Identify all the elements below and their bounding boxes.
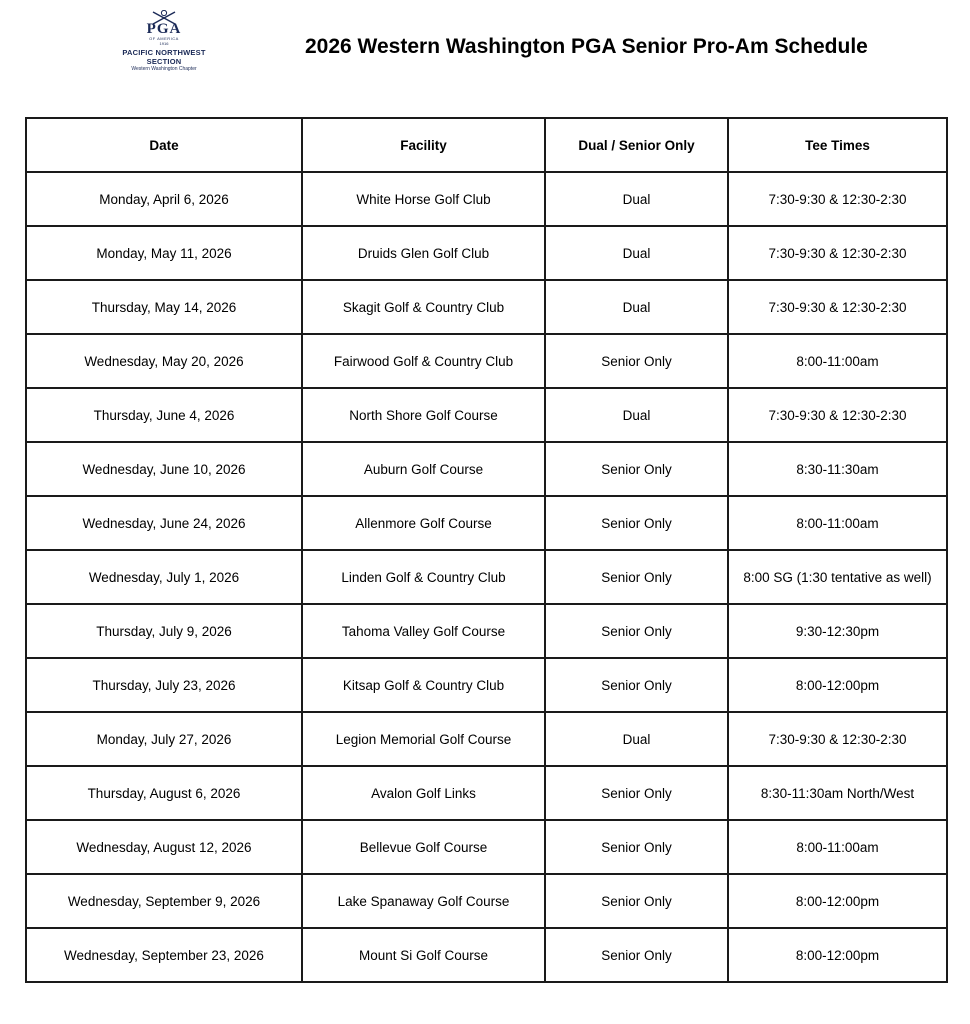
tee-times-cell: 8:00-11:00am <box>728 334 947 388</box>
table-row <box>26 712 947 766</box>
table-row <box>26 334 947 388</box>
type-cell: Senior Only <box>545 658 728 712</box>
tee-times-cell: 8:00-11:00am <box>728 820 947 874</box>
header-facility: Facility <box>302 118 545 172</box>
tee-times-cell: 8:30-11:30am <box>728 442 947 496</box>
pga-logo <box>112 10 216 86</box>
type-cell: Dual <box>545 172 728 226</box>
type-cell: Senior Only <box>545 442 728 496</box>
type-cell: Senior Only <box>545 820 728 874</box>
table-row <box>26 766 947 820</box>
date-cell: Thursday, August 6, 2026 <box>26 766 302 820</box>
date-cell: Monday, July 27, 2026 <box>26 712 302 766</box>
date-cell: Thursday, May 14, 2026 <box>26 280 302 334</box>
table-row <box>26 550 947 604</box>
logo-brand-sub: OF AMERICA <box>149 36 179 41</box>
tee-times-cell: 8:00 SG (1:30 tentative as well) <box>728 550 947 604</box>
facility-cell: Skagit Golf & Country Club <box>302 280 545 334</box>
facility-cell: Lake Spanaway Golf Course <box>302 874 545 928</box>
header-date: Date <box>26 118 302 172</box>
facility-cell: North Shore Golf Course <box>302 388 545 442</box>
type-cell: Senior Only <box>545 766 728 820</box>
date-cell: Wednesday, May 20, 2026 <box>26 334 302 388</box>
type-cell: Senior Only <box>545 550 728 604</box>
date-cell: Wednesday, June 24, 2026 <box>26 496 302 550</box>
tee-times-cell: 8:00-11:00am <box>728 496 947 550</box>
tee-times-cell: 7:30-9:30 & 12:30-2:30 <box>728 712 947 766</box>
date-cell: Monday, May 11, 2026 <box>26 226 302 280</box>
date-cell: Thursday, July 9, 2026 <box>26 604 302 658</box>
date-cell: Thursday, July 23, 2026 <box>26 658 302 712</box>
table-row <box>26 280 947 334</box>
date-cell: Thursday, June 4, 2026 <box>26 388 302 442</box>
logo-brand: PGA <box>146 21 182 37</box>
logo-section-line1: PACIFIC NORTHWEST <box>122 48 206 57</box>
tee-times-cell: 8:00-12:00pm <box>728 658 947 712</box>
tee-times-cell: 7:30-9:30 & 12:30-2:30 <box>728 226 947 280</box>
table-row <box>26 604 947 658</box>
tee-times-cell: 7:30-9:30 & 12:30-2:30 <box>728 388 947 442</box>
schedule-table <box>25 117 948 983</box>
date-cell: Wednesday, August 12, 2026 <box>26 820 302 874</box>
page-title: 2026 Western Washington PGA Senior Pro-Am Schedule <box>305 35 868 58</box>
table-row <box>26 226 947 280</box>
table-row <box>26 496 947 550</box>
date-cell: Monday, April 6, 2026 <box>26 172 302 226</box>
facility-cell: White Horse Golf Club <box>302 172 545 226</box>
type-cell: Senior Only <box>545 874 728 928</box>
date-cell: Wednesday, June 10, 2026 <box>26 442 302 496</box>
date-cell: Wednesday, July 1, 2026 <box>26 550 302 604</box>
table-row <box>26 820 947 874</box>
table-row <box>26 874 947 928</box>
type-cell: Senior Only <box>545 334 728 388</box>
facility-cell: Druids Glen Golf Club <box>302 226 545 280</box>
date-cell: Wednesday, September 23, 2026 <box>26 928 302 982</box>
logo-year: 1916 <box>159 41 169 46</box>
logo-section-line2: SECTION <box>146 57 182 66</box>
tee-times-cell: 7:30-9:30 & 12:30-2:30 <box>728 280 947 334</box>
facility-cell: Bellevue Golf Course <box>302 820 545 874</box>
logo-chapter: Western Washington Chapter <box>131 66 197 72</box>
table-row <box>26 928 947 982</box>
type-cell: Dual <box>545 280 728 334</box>
date-cell: Wednesday, September 9, 2026 <box>26 874 302 928</box>
facility-cell: Allenmore Golf Course <box>302 496 545 550</box>
header-dual-senior: Dual / Senior Only <box>545 118 728 172</box>
tee-times-cell: 7:30-9:30 & 12:30-2:30 <box>728 172 947 226</box>
facility-cell: Linden Golf & Country Club <box>302 550 545 604</box>
type-cell: Dual <box>545 388 728 442</box>
tee-times-cell: 8:00-12:00pm <box>728 874 947 928</box>
table-header-row <box>26 118 947 172</box>
facility-cell: Kitsap Golf & Country Club <box>302 658 545 712</box>
facility-cell: Avalon Golf Links <box>302 766 545 820</box>
table-row <box>26 442 947 496</box>
facility-cell: Mount Si Golf Course <box>302 928 545 982</box>
facility-cell: Fairwood Golf & Country Club <box>302 334 545 388</box>
type-cell: Senior Only <box>545 496 728 550</box>
tee-times-cell: 9:30-12:30pm <box>728 604 947 658</box>
tee-times-cell: 8:00-12:00pm <box>728 928 947 982</box>
type-cell: Dual <box>545 712 728 766</box>
tee-times-cell: 8:30-11:30am North/West <box>728 766 947 820</box>
type-cell: Senior Only <box>545 604 728 658</box>
table-row <box>26 172 947 226</box>
facility-cell: Legion Memorial Golf Course <box>302 712 545 766</box>
type-cell: Dual <box>545 226 728 280</box>
table-row <box>26 388 947 442</box>
facility-cell: Auburn Golf Course <box>302 442 545 496</box>
type-cell: Senior Only <box>545 928 728 982</box>
table-row <box>26 658 947 712</box>
facility-cell: Tahoma Valley Golf Course <box>302 604 545 658</box>
header-tee-times: Tee Times <box>728 118 947 172</box>
